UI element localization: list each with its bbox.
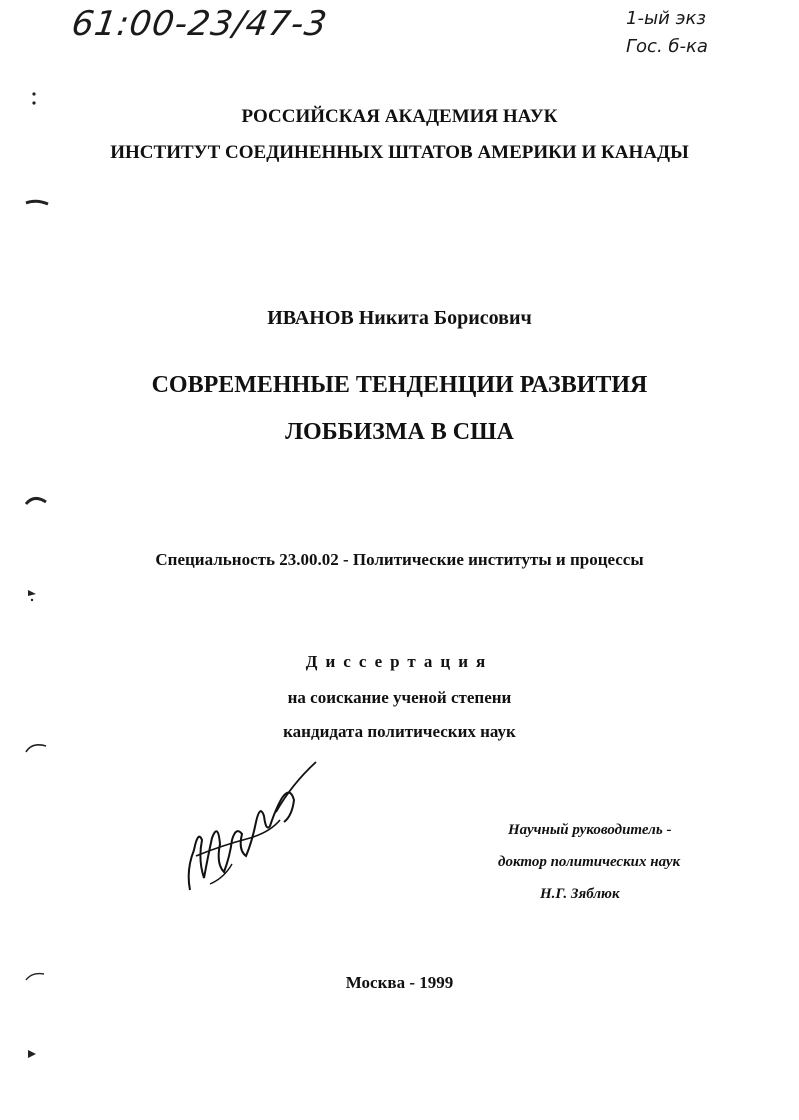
scan-mark (22, 196, 52, 210)
city-year: Москва - 1999 (345, 973, 454, 992)
institute-name: ИНСТИТУТ СОЕДИНЕННЫХ ШТАТОВ АМЕРИКИ И КАНАДЫ (110, 142, 689, 163)
academy-name: РОССИЙСКАЯ АКАДЕМИЯ НАУК (241, 106, 558, 127)
title-line1: СОВРЕМЕННЫЕ ТЕНДЕНЦИИ РАЗВИТИЯ (151, 372, 648, 398)
library-note-line2: Гос. б-ка (626, 36, 708, 57)
title-line2: ЛОББИЗМА В США (285, 419, 514, 445)
scan-mark (22, 584, 42, 604)
supervisor-name: Н.Г. Зяблюк (540, 886, 620, 902)
scan-mark (22, 490, 52, 510)
library-note-line1: 1-ый экз (626, 8, 706, 29)
supervisor-role: Научный руководитель - (508, 822, 672, 838)
scan-mark (22, 1044, 42, 1064)
archive-number: 61:00-23/47-3 (69, 4, 330, 44)
specialty: Специальность 23.00.02 - Политические институты и процессы (155, 550, 644, 569)
degree-line2: кандидата политических наук (283, 722, 516, 741)
author-name: ИВАНОВ Никита Борисович (267, 307, 532, 329)
supervisor-degree: доктор политических наук (498, 854, 681, 870)
dissertation-label: Диссертация (305, 652, 494, 671)
degree-line1: на соискание ученой степени (287, 688, 512, 707)
scan-mark (22, 88, 42, 108)
signature (180, 760, 330, 900)
